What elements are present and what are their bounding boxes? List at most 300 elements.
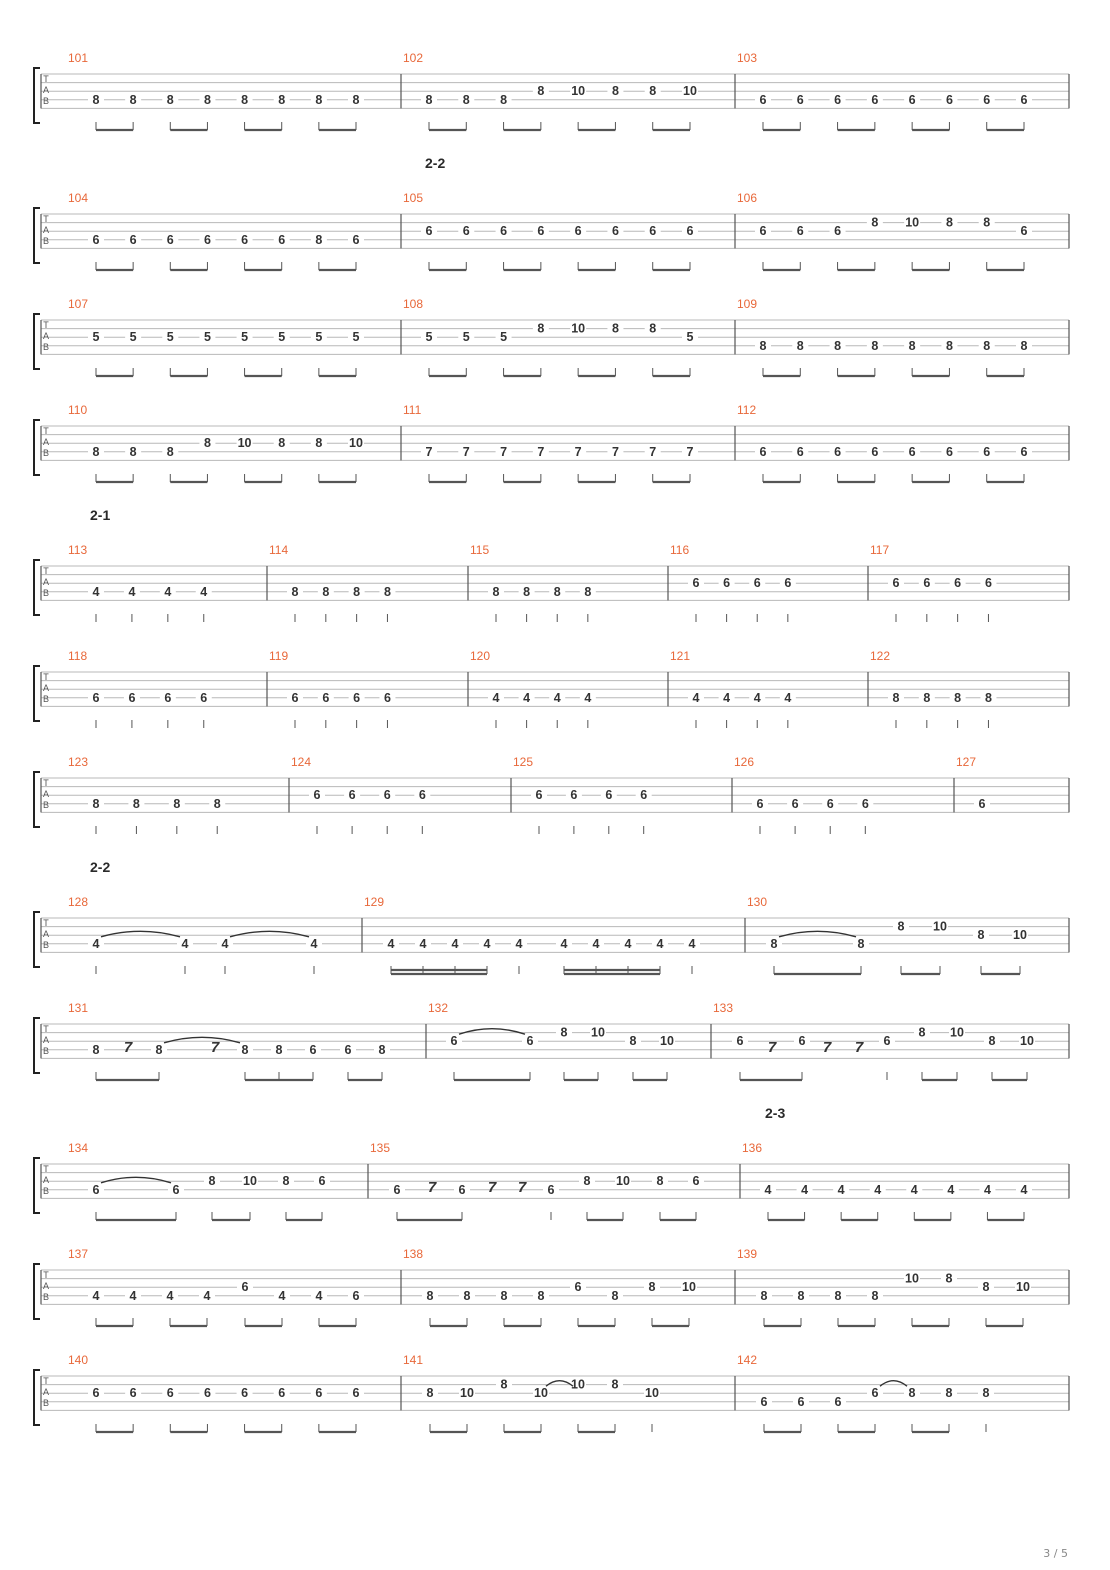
fret-number: 8 — [892, 690, 900, 705]
fret-number: 6 — [574, 224, 582, 239]
measure-number: 124 — [291, 755, 312, 769]
fret-number: 10 — [571, 321, 586, 336]
fret-number: 8 — [241, 1042, 249, 1057]
fret-number: 5 — [686, 330, 694, 345]
fret-number: 4 — [387, 936, 395, 951]
fret-number: 8 — [500, 92, 508, 107]
fret-number: 8 — [500, 1377, 508, 1392]
fret-number: 6 — [861, 796, 869, 811]
fret-number: 4 — [92, 1288, 100, 1303]
measure-number: 106 — [737, 191, 758, 205]
sixteenth-rest-icon: 7 — [822, 1039, 832, 1056]
fret-number: 8 — [871, 1288, 879, 1303]
fret-number: 8 — [282, 1174, 290, 1189]
fret-number: 8 — [352, 92, 360, 107]
fret-number: 8 — [315, 232, 323, 247]
fret-number: 4 — [753, 690, 761, 705]
measure-number: 123 — [68, 755, 89, 769]
fret-number: 6 — [923, 576, 931, 591]
fret-number: 7 — [425, 444, 433, 459]
fret-number: 4 — [764, 1182, 772, 1197]
tab-clef-letter: T — [43, 1164, 49, 1174]
fret-number: 7 — [500, 444, 508, 459]
measure-number: 110 — [68, 403, 88, 417]
fret-number: 8 — [656, 1174, 664, 1189]
system-bracket — [34, 1158, 40, 1213]
fret-number: 6 — [241, 232, 249, 247]
system-bracket — [34, 666, 40, 721]
fret-number: 6 — [92, 232, 100, 247]
fret-number: 8 — [982, 1386, 990, 1401]
fret-number: 6 — [352, 1386, 360, 1401]
fret-number: 8 — [611, 321, 619, 336]
fret-number: 8 — [166, 444, 174, 459]
system-bracket — [34, 420, 40, 475]
tab-clef-letter: T — [43, 918, 49, 928]
fret-number: 8 — [918, 1025, 926, 1040]
fret-number: 4 — [592, 936, 600, 951]
fret-number: 10 — [905, 215, 920, 230]
fret-number: 6 — [166, 1386, 174, 1401]
measure-number: 137 — [68, 1247, 89, 1261]
fret-number: 6 — [692, 1174, 700, 1189]
fret-number: 8 — [537, 84, 545, 99]
measure-number: 136 — [742, 1141, 763, 1155]
fret-number: 6 — [241, 1386, 249, 1401]
fret-number: 6 — [574, 1280, 582, 1295]
fret-number: 6 — [797, 1394, 805, 1409]
tab-clef-letter: B — [42, 940, 50, 950]
measure-number: 138 — [403, 1247, 424, 1261]
fret-number: 6 — [871, 1386, 879, 1401]
fret-number: 4 — [451, 936, 459, 951]
tab-clef-letter: B — [42, 96, 50, 106]
tab-clef-letter: A — [42, 1035, 50, 1045]
fret-number: 6 — [383, 690, 391, 705]
section-label: 2-1 — [90, 507, 111, 523]
sixteenth-rest-icon: 7 — [487, 1179, 497, 1196]
measure-number: 131 — [68, 1001, 89, 1015]
fret-number: 6 — [611, 224, 619, 239]
fret-number: 6 — [871, 92, 879, 107]
measure-number: 113 — [68, 543, 88, 557]
fret-number: 8 — [871, 215, 879, 230]
tie-arc — [164, 1037, 240, 1043]
fret-number: 8 — [945, 215, 953, 230]
fret-number: 8 — [1020, 338, 1028, 353]
fret-number: 6 — [450, 1034, 458, 1049]
fret-number: 6 — [526, 1034, 534, 1049]
fret-number: 6 — [164, 690, 172, 705]
tab-clef-letter: B — [42, 448, 50, 458]
system-bracket — [34, 912, 40, 967]
measure-number: 134 — [68, 1141, 89, 1155]
fret-number: 6 — [649, 224, 657, 239]
fret-number: 7 — [574, 444, 582, 459]
measure-number: 104 — [68, 191, 89, 205]
sixteenth-rest-icon: 7 — [210, 1039, 220, 1056]
tab-clef-letter: B — [42, 800, 50, 810]
fret-number: 8 — [241, 92, 249, 107]
measure-number: 128 — [68, 895, 89, 909]
measure-number: 115 — [470, 543, 490, 557]
fret-number: 6 — [344, 1042, 352, 1057]
measure-number: 133 — [713, 1001, 734, 1015]
fret-number: 6 — [784, 576, 792, 591]
fret-number: 8 — [378, 1042, 386, 1057]
fret-number: 10 — [349, 436, 363, 451]
fret-number: 6 — [462, 224, 470, 239]
tab-system — [34, 51, 1069, 130]
fret-number: 8 — [426, 1288, 434, 1303]
fret-number: 6 — [736, 1034, 744, 1049]
tab-clef-letter: T — [43, 1270, 49, 1280]
tab-clef-letter: B — [42, 1292, 50, 1302]
fret-number: 6 — [425, 224, 433, 239]
tie-arc — [459, 1029, 525, 1035]
fret-number: 8 — [291, 584, 299, 599]
fret-number: 10 — [1016, 1280, 1030, 1295]
fret-number: 8 — [984, 690, 992, 705]
fret-number: 4 — [483, 936, 491, 951]
measure-number: 118 — [68, 649, 88, 663]
fret-number: 4 — [523, 690, 531, 705]
tab-clef-letter: B — [42, 1046, 50, 1056]
fret-number: 4 — [315, 1288, 323, 1303]
fret-number: 6 — [318, 1174, 326, 1189]
fret-number: 6 — [352, 232, 360, 247]
fret-number: 8 — [584, 584, 592, 599]
tab-clef-letter: T — [43, 214, 49, 224]
tab-system — [34, 649, 1069, 728]
fret-number: 10 — [616, 1174, 630, 1189]
fret-number: 6 — [313, 788, 321, 803]
tie-arc — [880, 1381, 907, 1387]
tie-arc — [230, 931, 309, 937]
fret-number: 7 — [537, 444, 545, 459]
tab-clef-letter: T — [43, 778, 49, 788]
fret-number: 6 — [278, 1386, 286, 1401]
system-bracket — [34, 314, 40, 369]
fret-number: 6 — [791, 796, 799, 811]
fret-number: 10 — [571, 84, 586, 99]
fret-number: 4 — [419, 936, 427, 951]
tab-clef-letter: A — [42, 683, 50, 693]
tab-clef-letter: T — [43, 74, 49, 84]
fret-number: 10 — [682, 1280, 696, 1295]
fret-number: 4 — [584, 690, 592, 705]
fret-number: 8 — [983, 215, 991, 230]
fret-number: 6 — [291, 690, 299, 705]
fret-number: 6 — [892, 576, 900, 591]
fret-number: 7 — [611, 444, 619, 459]
fret-number: 4 — [310, 936, 318, 951]
fret-number: 6 — [537, 224, 545, 239]
sixteenth-rest-icon: 7 — [123, 1039, 133, 1056]
measure-number: 101 — [68, 51, 89, 65]
tab-clef-letter: T — [43, 320, 49, 330]
fret-number: 6 — [954, 576, 962, 591]
fret-number: 8 — [977, 928, 985, 943]
fret-number: 6 — [796, 92, 804, 107]
fret-number: 5 — [462, 330, 470, 345]
measure-number: 120 — [470, 649, 491, 663]
fret-number: 8 — [648, 1280, 656, 1295]
measure-number: 140 — [68, 1353, 89, 1367]
fret-number: 4 — [181, 936, 189, 951]
tab-clef-letter: T — [43, 566, 49, 576]
fret-number: 8 — [132, 796, 140, 811]
tab-system — [34, 755, 1069, 834]
measure-number: 114 — [269, 543, 289, 557]
fret-number: 8 — [426, 1386, 434, 1401]
measure-number: 142 — [737, 1353, 758, 1367]
fret-number: 4 — [92, 936, 100, 951]
fret-number: 8 — [92, 92, 100, 107]
tab-clef-letter: A — [42, 929, 50, 939]
fret-number: 4 — [910, 1182, 918, 1197]
fret-number: 8 — [649, 84, 657, 99]
tab-clef-letter: A — [42, 1387, 50, 1397]
measure-number: 121 — [670, 649, 691, 663]
fret-number: 8 — [649, 321, 657, 336]
measure-number: 102 — [403, 51, 424, 65]
fret-number: 4 — [874, 1182, 882, 1197]
fret-number: 10 — [905, 1271, 919, 1286]
tab-clef-letter: A — [42, 1175, 50, 1185]
fret-number: 10 — [534, 1386, 548, 1401]
fret-number: 6 — [570, 788, 578, 803]
fret-number: 8 — [463, 1288, 471, 1303]
measure-number: 141 — [403, 1353, 424, 1367]
tab-clef-letter: A — [42, 437, 50, 447]
measure-number: 117 — [870, 543, 890, 557]
fret-number: 8 — [583, 1174, 591, 1189]
fret-number: 5 — [241, 330, 249, 345]
fret-number: 4 — [560, 936, 568, 951]
fret-number: 8 — [129, 444, 137, 459]
fret-number: 4 — [692, 690, 700, 705]
measure-number: 129 — [364, 895, 385, 909]
measure-number: 132 — [428, 1001, 449, 1015]
fret-number: 4 — [947, 1182, 955, 1197]
fret-number: 6 — [983, 92, 991, 107]
tab-system — [34, 1001, 1069, 1080]
fret-number: 6 — [352, 1288, 360, 1303]
fret-number: 6 — [353, 690, 361, 705]
fret-number: 10 — [933, 919, 947, 934]
tie-arc — [779, 931, 856, 937]
fret-number: 8 — [945, 1271, 953, 1286]
fret-number: 6 — [1020, 224, 1028, 239]
fret-number: 8 — [908, 1386, 916, 1401]
fret-number: 4 — [1020, 1182, 1028, 1197]
fret-number: 6 — [798, 1034, 806, 1049]
fret-number: 10 — [1013, 928, 1027, 943]
measure-number: 111 — [403, 403, 422, 417]
fret-number: 8 — [500, 1288, 508, 1303]
fret-number: 6 — [760, 1394, 768, 1409]
measure-number: 103 — [737, 51, 758, 65]
fret-number: 4 — [128, 584, 136, 599]
measure-number: 109 — [737, 297, 758, 311]
system-bracket — [34, 1370, 40, 1425]
fret-number: 6 — [393, 1182, 401, 1197]
tie-arc — [101, 1177, 171, 1183]
fret-number: 5 — [352, 330, 360, 345]
fret-number: 8 — [770, 936, 778, 951]
fret-number: 6 — [383, 788, 391, 803]
fret-number: 8 — [611, 84, 619, 99]
fret-number: 8 — [537, 321, 545, 336]
fret-number: 8 — [897, 919, 905, 934]
fret-number: 8 — [383, 584, 391, 599]
fret-number: 8 — [759, 338, 767, 353]
fret-number: 10 — [460, 1386, 474, 1401]
fret-number: 4 — [723, 690, 731, 705]
fret-number: 6 — [984, 576, 992, 591]
system-bracket — [34, 68, 40, 123]
tab-clef-letter: B — [42, 1398, 50, 1408]
tab-clef-letter: A — [42, 577, 50, 587]
fret-number: 6 — [166, 232, 174, 247]
fret-number: 4 — [221, 936, 229, 951]
fret-number: 8 — [611, 1377, 619, 1392]
fret-number: 4 — [92, 584, 100, 599]
system-bracket — [34, 208, 40, 263]
fret-number: 6 — [535, 788, 543, 803]
fret-number: 5 — [203, 330, 211, 345]
fret-number: 6 — [92, 1182, 100, 1197]
section-label: 2-3 — [765, 1105, 786, 1121]
fret-number: 4 — [492, 690, 500, 705]
measure-number: 107 — [68, 297, 89, 311]
fret-number: 6 — [834, 444, 842, 459]
fret-number: 6 — [172, 1182, 180, 1197]
fret-number: 8 — [315, 92, 323, 107]
fret-number: 8 — [611, 1288, 619, 1303]
fret-number: 6 — [278, 232, 286, 247]
fret-number: 8 — [945, 1386, 953, 1401]
fret-number: 4 — [553, 690, 561, 705]
fret-number: 6 — [92, 1386, 100, 1401]
tie-arc — [101, 931, 180, 937]
fret-number: 8 — [954, 690, 962, 705]
system-bracket — [34, 1264, 40, 1319]
fret-number: 8 — [523, 584, 531, 599]
fret-number: 5 — [92, 330, 100, 345]
fret-number: 6 — [756, 796, 764, 811]
fret-number: 6 — [348, 788, 356, 803]
fret-number: 10 — [1020, 1034, 1034, 1049]
tab-clef-letter: T — [43, 1024, 49, 1034]
fret-number: 6 — [945, 92, 953, 107]
fret-number: 4 — [164, 584, 172, 599]
measure-number: 130 — [747, 895, 768, 909]
fret-number: 6 — [500, 224, 508, 239]
fret-number: 6 — [796, 444, 804, 459]
fret-number: 8 — [92, 1042, 100, 1057]
sixteenth-rest-icon: 7 — [854, 1039, 864, 1056]
fret-number: 4 — [166, 1288, 174, 1303]
fret-number: 8 — [92, 796, 100, 811]
fret-number: 4 — [688, 936, 696, 951]
measure-number: 127 — [956, 755, 977, 769]
fret-number: 6 — [128, 690, 136, 705]
fret-number: 6 — [908, 444, 916, 459]
tab-system — [34, 507, 1069, 622]
fret-number: 5 — [315, 330, 323, 345]
fret-number: 10 — [660, 1034, 674, 1049]
fret-number: 8 — [629, 1034, 637, 1049]
measure-number: 139 — [737, 1247, 758, 1261]
fret-number: 6 — [796, 224, 804, 239]
measure-number: 108 — [403, 297, 424, 311]
fret-number: 6 — [834, 1394, 842, 1409]
tab-clef-letter: A — [42, 85, 50, 95]
section-label: 2-2 — [425, 155, 446, 171]
fret-number: 8 — [203, 92, 211, 107]
fret-number: 8 — [425, 92, 433, 107]
fret-number: 6 — [200, 690, 208, 705]
measure-number: 119 — [269, 649, 289, 663]
fret-number: 5 — [166, 330, 174, 345]
fret-number: 10 — [571, 1377, 585, 1392]
fret-number: 8 — [871, 338, 879, 353]
fret-number: 6 — [458, 1182, 466, 1197]
fret-number: 4 — [203, 1288, 211, 1303]
fret-number: 10 — [645, 1386, 659, 1401]
page-indicator: 3 / 5 — [1043, 1547, 1068, 1560]
fret-number: 6 — [871, 444, 879, 459]
fret-number: 6 — [92, 690, 100, 705]
fret-number: 8 — [553, 584, 561, 599]
fret-number: 4 — [515, 936, 523, 951]
fret-number: 4 — [200, 584, 208, 599]
tab-clef-letter: B — [42, 1186, 50, 1196]
fret-number: 6 — [883, 1034, 891, 1049]
fret-number: 6 — [945, 444, 953, 459]
tab-system — [34, 1353, 1069, 1432]
fret-number: 8 — [492, 584, 500, 599]
system-bracket — [34, 772, 40, 827]
tab-clef-letter: B — [42, 342, 50, 352]
fret-number: 4 — [278, 1288, 286, 1303]
fret-number: 6 — [241, 1280, 249, 1295]
fret-number: 8 — [213, 796, 221, 811]
measure-number: 135 — [370, 1141, 391, 1155]
fret-number: 10 — [591, 1025, 605, 1040]
tab-clef-letter: A — [42, 331, 50, 341]
fret-number: 5 — [278, 330, 286, 345]
fret-number: 6 — [203, 1386, 211, 1401]
measure-number: 122 — [870, 649, 891, 663]
fret-number: 6 — [834, 92, 842, 107]
tie-arc — [546, 1381, 573, 1387]
sixteenth-rest-icon: 7 — [767, 1039, 777, 1056]
measure-number: 116 — [670, 543, 690, 557]
measure-number: 125 — [513, 755, 534, 769]
tab-clef-letter: T — [43, 1376, 49, 1386]
fret-number: 6 — [203, 232, 211, 247]
fret-number: 6 — [686, 224, 694, 239]
fret-number: 8 — [353, 584, 361, 599]
fret-number: 4 — [784, 690, 792, 705]
fret-number: 5 — [129, 330, 137, 345]
fret-number: 4 — [983, 1182, 991, 1197]
fret-number: 7 — [649, 444, 657, 459]
fret-number: 4 — [837, 1182, 845, 1197]
